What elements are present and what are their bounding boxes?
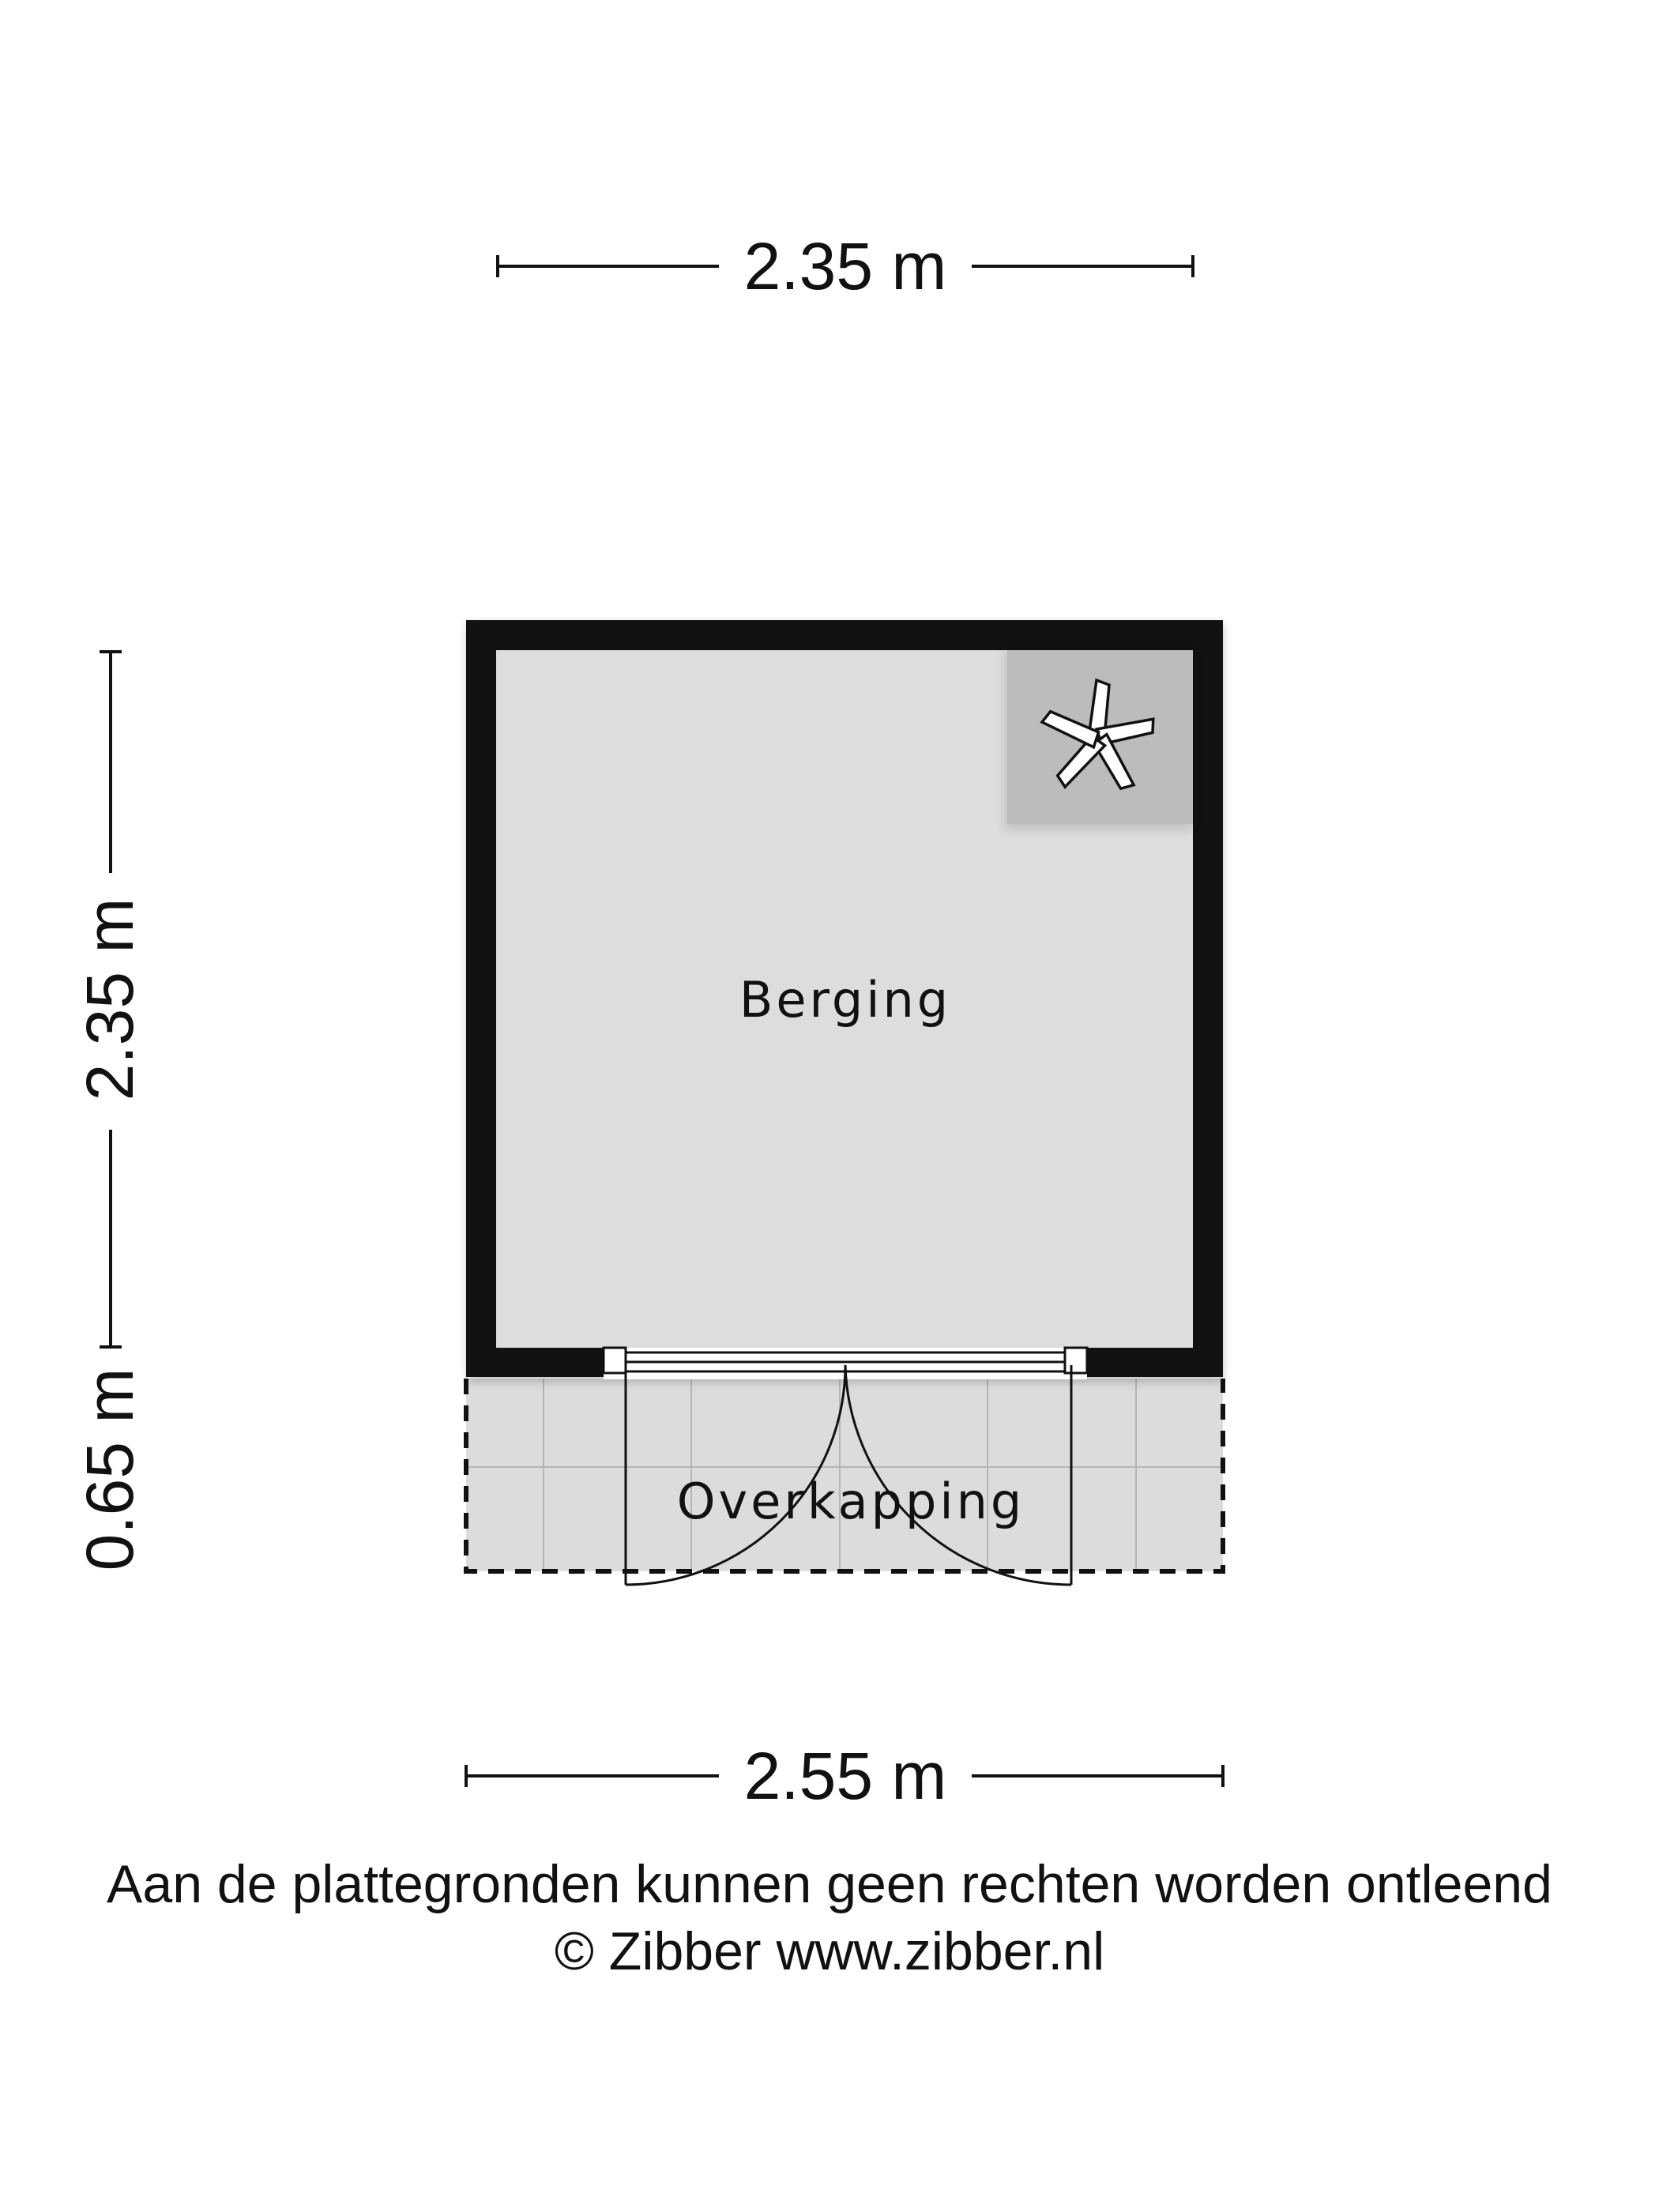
disclaimer-text: Aan de plattegronden kunnen geen rechten worden ontleend [107, 1854, 1552, 1914]
dimension-left [73, 652, 147, 1571]
room-label-berging: Berging [739, 971, 952, 1029]
dimension-top [498, 229, 1193, 303]
dimension-left-canopy-label: 0.65 m [73, 1367, 147, 1571]
dimension-bottom-label: 2.55 m [743, 1739, 947, 1813]
dimension-left-room-label: 2.35 m [73, 897, 147, 1101]
dimension-top-label: 2.35 m [743, 229, 947, 303]
dimension-bottom [466, 1739, 1223, 1813]
copyright-text: © Zibber www.zibber.nl [554, 1921, 1105, 1981]
room-label-overkapping: Overkapping [676, 1473, 1025, 1530]
